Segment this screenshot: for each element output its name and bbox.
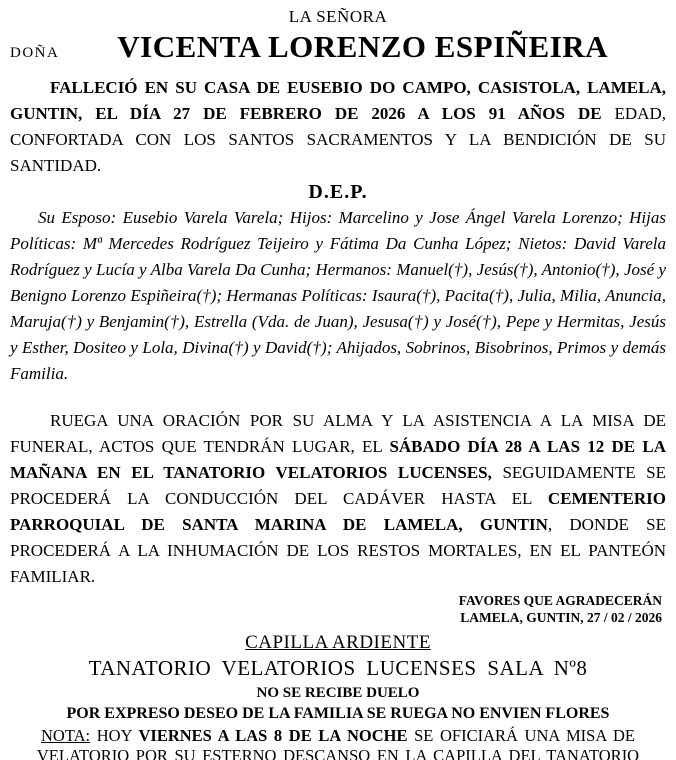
funeral-run-1: RUEGA UNA ORACIÓN POR SU ALMA Y LA ASISTENCIA A LA MISA DE FUNERAL, ACTOS QUE TENDRÁN LUGAR, EL: [10, 411, 666, 456]
name-row: [10, 29, 666, 65]
note-run-1: HOY: [90, 726, 139, 745]
note-run-3: SE OFICIARÁ UNA MISA DE VELATORIO POR SU ESTERNO DESCANSO EN LA CAPILLA DEL TANATORIO: [36, 726, 640, 760]
funeral-run-4-bold: CEMENTERIO PARROQUIAL DE SANTA MARINA DE LAMELA, GUNTIN: [10, 489, 666, 534]
note-paragraph: [10, 726, 666, 760]
chapel-section: [10, 631, 666, 760]
acknowledgement-line: FAVORES QUE AGRADECERÁN: [458, 593, 662, 608]
note-run-2-bold: VIERNES A LAS 8 DE LA NOCHE: [138, 726, 408, 745]
note-label: NOTA:: [41, 726, 91, 745]
death-details-regular: EDAD, CONFORTADA CON LOS SANTOS SACRAMENTOS Y LA BENDICIÓN DE SU SANTIDAD.: [10, 104, 666, 175]
honorific: DOÑA: [10, 45, 60, 61]
chapel-location: TANATORIO VELATORIOS LUCENSES SALA Nº8: [88, 656, 588, 680]
acknowledgement: [10, 592, 666, 626]
no-mourning-line: NO SE RECIBE DUELO: [256, 685, 420, 701]
family-paragraph: Su Esposo: Eusebio Varela Varela; Hijos: Marcelino y Jose Ángel Varela Lorenzo; Hijas Políticas: Mª Mercedes Rodríguez Teijeiro y Fátima Da Cunha López; Nietos: David Varela Rodríguez y Lucía y Alba Varela Da Cunha; Hermanos: Manuel(†), Jesús(†), Antonio(†), José y Benigno Lorenzo Espiñeira(†); Hermanas Políticas: Isaura(†), Pacita(†), Julia, Milia, Anuncia, Maruja(†) y Benjamin(†), Estrella (Vda. de Juan), Jesusa(†) y José(†), Pepe y Hermitas, Jesús y Esther, Dositeo y Lola, Divina(†) y David(†); Ahijados, Sobrinos, Bisobrinos, Primos y demás Familia.: [10, 208, 666, 383]
death-details-bold: FALLECIÓ EN SU CASA DE EUSEBIO DO CAMPO, CASISTOLA, LAMELA, GUNTIN, EL DÍA 27 DE FEBRERO DE 2026 A LOS 91 AÑOS DE: [10, 78, 666, 123]
funeral-paragraph: [10, 408, 666, 590]
deceased-name: VICENTA LORENZO ESPIÑEIRA: [117, 29, 609, 64]
funeral-run-3: SEGUIDAMENTE SE PROCEDERÁ LA CONDUCCIÓN DEL CADÁVER HASTA EL: [10, 463, 666, 508]
chapel-title: CAPILLA ARDIENTE: [245, 632, 431, 653]
dep-abbreviation: D.E.P.: [308, 181, 368, 203]
pre-title: LA SEÑORA: [288, 7, 388, 26]
death-details-paragraph: [10, 75, 666, 179]
place-date-line: LAMELA, GUNTIN, 27 / 02 / 2026: [460, 610, 662, 625]
funeral-run-5: , DONDE SE PROCEDERÁ A LA INHUMACIÓN DE LOS RESTOS MORTALES, EN EL PANTEÓN FAMILIAR.: [10, 515, 666, 586]
funeral-run-2-bold: SÁBADO DÍA 28 A LAS 12 DE LA MAÑANA EN EL TANATORIO VELATORIOS LUCENSES,: [10, 437, 667, 482]
no-flowers-line: POR EXPRESO DESEO DE LA FAMILIA SE RUEGA NO ENVIEN FLORES: [66, 705, 610, 722]
